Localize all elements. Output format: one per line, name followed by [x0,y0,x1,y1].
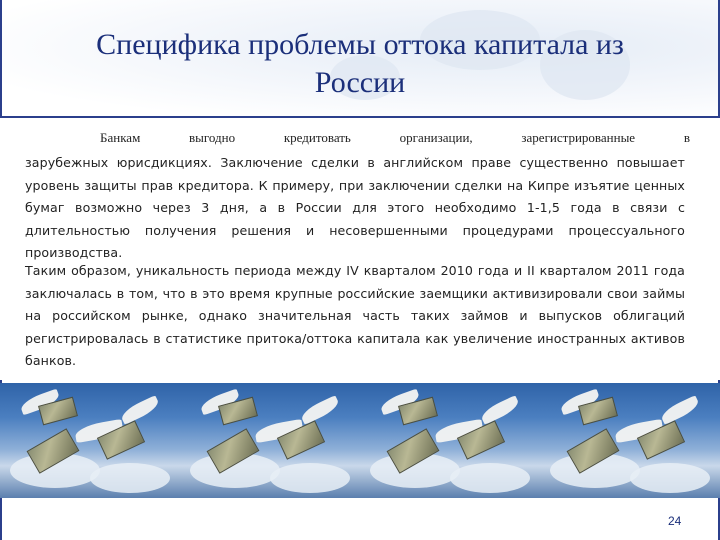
header-band [0,0,720,118]
lead-word: зарегистрированные [521,130,636,145]
lead-line [100,130,690,146]
lead-word: в [683,130,690,145]
paragraph-1: зарубежных юрисдикциях. Заключение сделки в английском праве существенно повышает уровень защиты прав кредитора. К примеру, при заключении сделки на Кипре изъятие ценных бумаг возможно через 3 дня, а в России для этого необходимо 1-1,5 года в связи с длительностью получения решения и несовершенными процедурами процессуального производства. [25,155,685,260]
flying-money-image [360,383,540,498]
lead-word: кредитовать [283,130,351,145]
paragraph-2: Таким образом, уникальность периода между IV кварталом 2010 года и II кварталом 2011 года заключалась в том, что в это время крупные российские заемщики активизировали свои займы на российском рынке, однако значительная часть таких займов и выпусков облигаций регистрировалась в статистике притока/оттока капитала как увеличение иностранных активов банков. [25,263,685,368]
flying-money-strip [0,383,720,498]
lead-word: Банкам [100,130,141,145]
slide-title: Специфика проблемы оттока капитала из России [96,28,624,99]
lead-word: организации, [399,130,473,145]
page-number: 24 [668,514,682,528]
flying-money-image [540,383,720,498]
lead-word: выгодно [189,130,236,145]
flying-money-image [180,383,360,498]
flying-money-image [0,383,180,498]
